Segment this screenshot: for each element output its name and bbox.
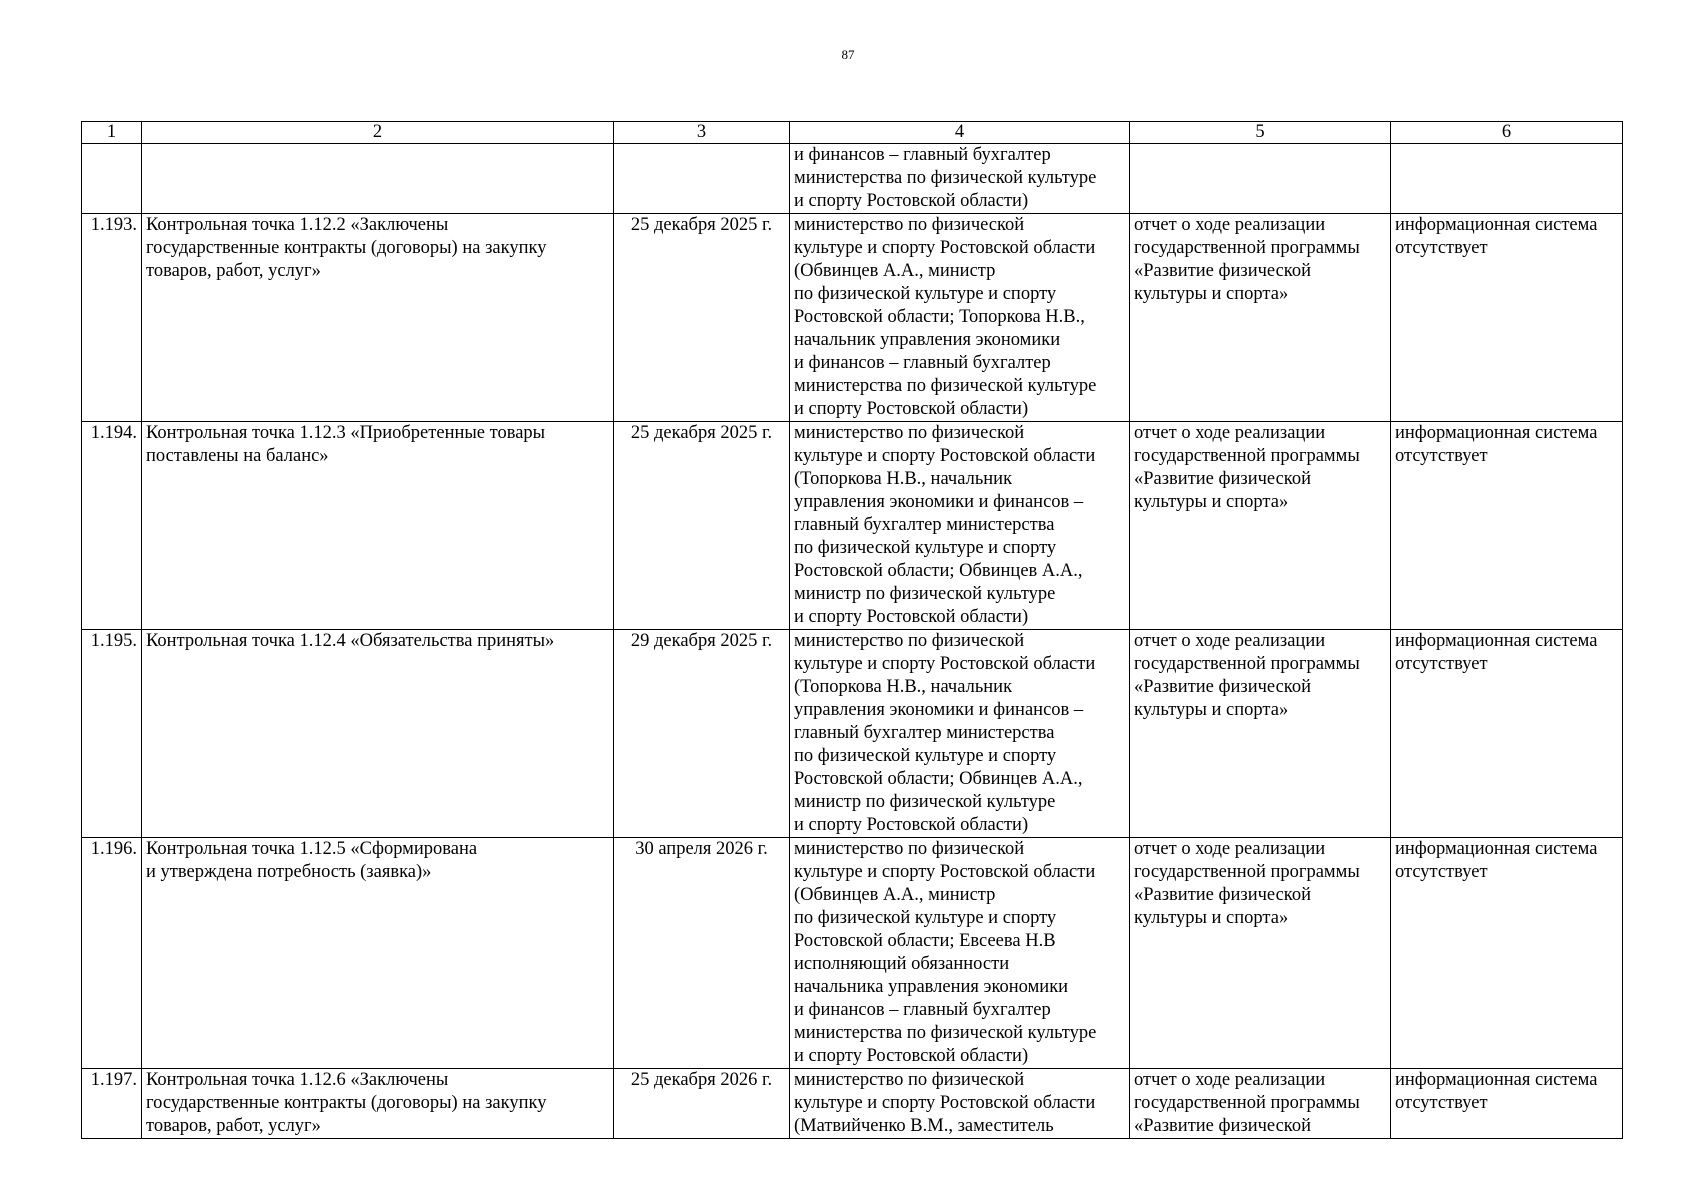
row-date: 30 апреля 2026 г. [614, 838, 790, 1069]
table-row [82, 1069, 1623, 1139]
row-number: 1.194. [82, 422, 142, 630]
header-col-4: 4 [790, 122, 1130, 144]
row-info-system: информационная система отсутствует [1391, 1069, 1623, 1139]
table-header-row [82, 122, 1623, 144]
table-row [82, 838, 1623, 1069]
header-col-6: 6 [1391, 122, 1623, 144]
row-responsible: министерство по физической культуре и спорту Ростовской области (Топоркова Н.В., начальник управления экономики и финансов – главный бухгалтер министерства по физической культуре и спорту Ростовской области; Обвинцев А.А., министр по физической культуре и спорту Ростовской области) [790, 630, 1130, 838]
header-col-5: 5 [1130, 122, 1391, 144]
table-row [82, 214, 1623, 422]
row-name [142, 144, 614, 214]
page-number: 87 [841, 47, 855, 62]
row-number: 1.195. [82, 630, 142, 838]
row-document: отчет о ходе реализации государственной программы «Развитие физической культуры и спорта» [1130, 838, 1391, 1069]
control-points-table [81, 121, 1623, 1139]
row-date: 25 декабря 2026 г. [614, 1069, 790, 1139]
row-name: Контрольная точка 1.12.4 «Обязательства приняты» [142, 630, 614, 838]
row-responsible: министерство по физической культуре и спорту Ростовской области (Матвийченко В.М., заместитель [790, 1069, 1130, 1139]
row-document: отчет о ходе реализации государственной программы «Развитие физической культуры и спорта» [1130, 630, 1391, 838]
row-responsible: и финансов – главный бухгалтер министерства по физической культуре и спорту Ростовской области) [790, 144, 1130, 214]
row-name: Контрольная точка 1.12.5 «Сформирована и утверждена потребность (заявка)» [142, 838, 614, 1069]
row-number: 1.193. [82, 214, 142, 422]
row-number: 1.196. [82, 838, 142, 1069]
table-row [82, 422, 1623, 630]
row-name: Контрольная точка 1.12.2 «Заключены государственные контракты (договоры) на закупку товаров, работ, услуг» [142, 214, 614, 422]
row-responsible: министерство по физической культуре и спорту Ростовской области (Обвинцев А.А., министр по физической культуре и спорту Ростовской области; Евсеева Н.В исполняющий обязанности начальника управления экономики и финансов – главный бухгалтер министерства по физической культуре и спорту Ростовской области) [790, 838, 1130, 1069]
row-date: 29 декабря 2025 г. [614, 630, 790, 838]
row-date [614, 144, 790, 214]
table-row [82, 630, 1623, 838]
row-responsible: министерство по физической культуре и спорту Ростовской области (Топоркова Н.В., начальник управления экономики и финансов – главный бухгалтер министерства по физической культуре и спорту Ростовской области; Обвинцев А.А., министр по физической культуре и спорту Ростовской области) [790, 422, 1130, 630]
row-info-system: информационная система отсутствует [1391, 214, 1623, 422]
row-name: Контрольная точка 1.12.6 «Заключены государственные контракты (договоры) на закупку товаров, работ, услуг» [142, 1069, 614, 1139]
row-document: отчет о ходе реализации государственной программы «Развитие физической [1130, 1069, 1391, 1139]
row-number [82, 144, 142, 214]
row-date: 25 декабря 2025 г. [614, 422, 790, 630]
header-col-3: 3 [614, 122, 790, 144]
header-col-2: 2 [142, 122, 614, 144]
row-document: отчет о ходе реализации государственной программы «Развитие физической культуры и спорта» [1130, 214, 1391, 422]
row-info-system: информационная система отсутствует [1391, 838, 1623, 1069]
row-document: отчет о ходе реализации государственной программы «Развитие физической культуры и спорта» [1130, 422, 1391, 630]
table-row [82, 144, 1623, 214]
row-name: Контрольная точка 1.12.3 «Приобретенные товары поставлены на баланс» [142, 422, 614, 630]
row-info-system [1391, 144, 1623, 214]
row-info-system: информационная система отсутствует [1391, 630, 1623, 838]
row-info-system: информационная система отсутствует [1391, 422, 1623, 630]
row-responsible: министерство по физической культуре и спорту Ростовской области (Обвинцев А.А., министр по физической культуре и спорту Ростовской области; Топоркова Н.В., начальник управления экономики и финансов – главный бухгалтер министерства по физической культуре и спорту Ростовской области) [790, 214, 1130, 422]
row-date: 25 декабря 2025 г. [614, 214, 790, 422]
header-col-1: 1 [82, 122, 142, 144]
row-document [1130, 144, 1391, 214]
row-number: 1.197. [82, 1069, 142, 1139]
